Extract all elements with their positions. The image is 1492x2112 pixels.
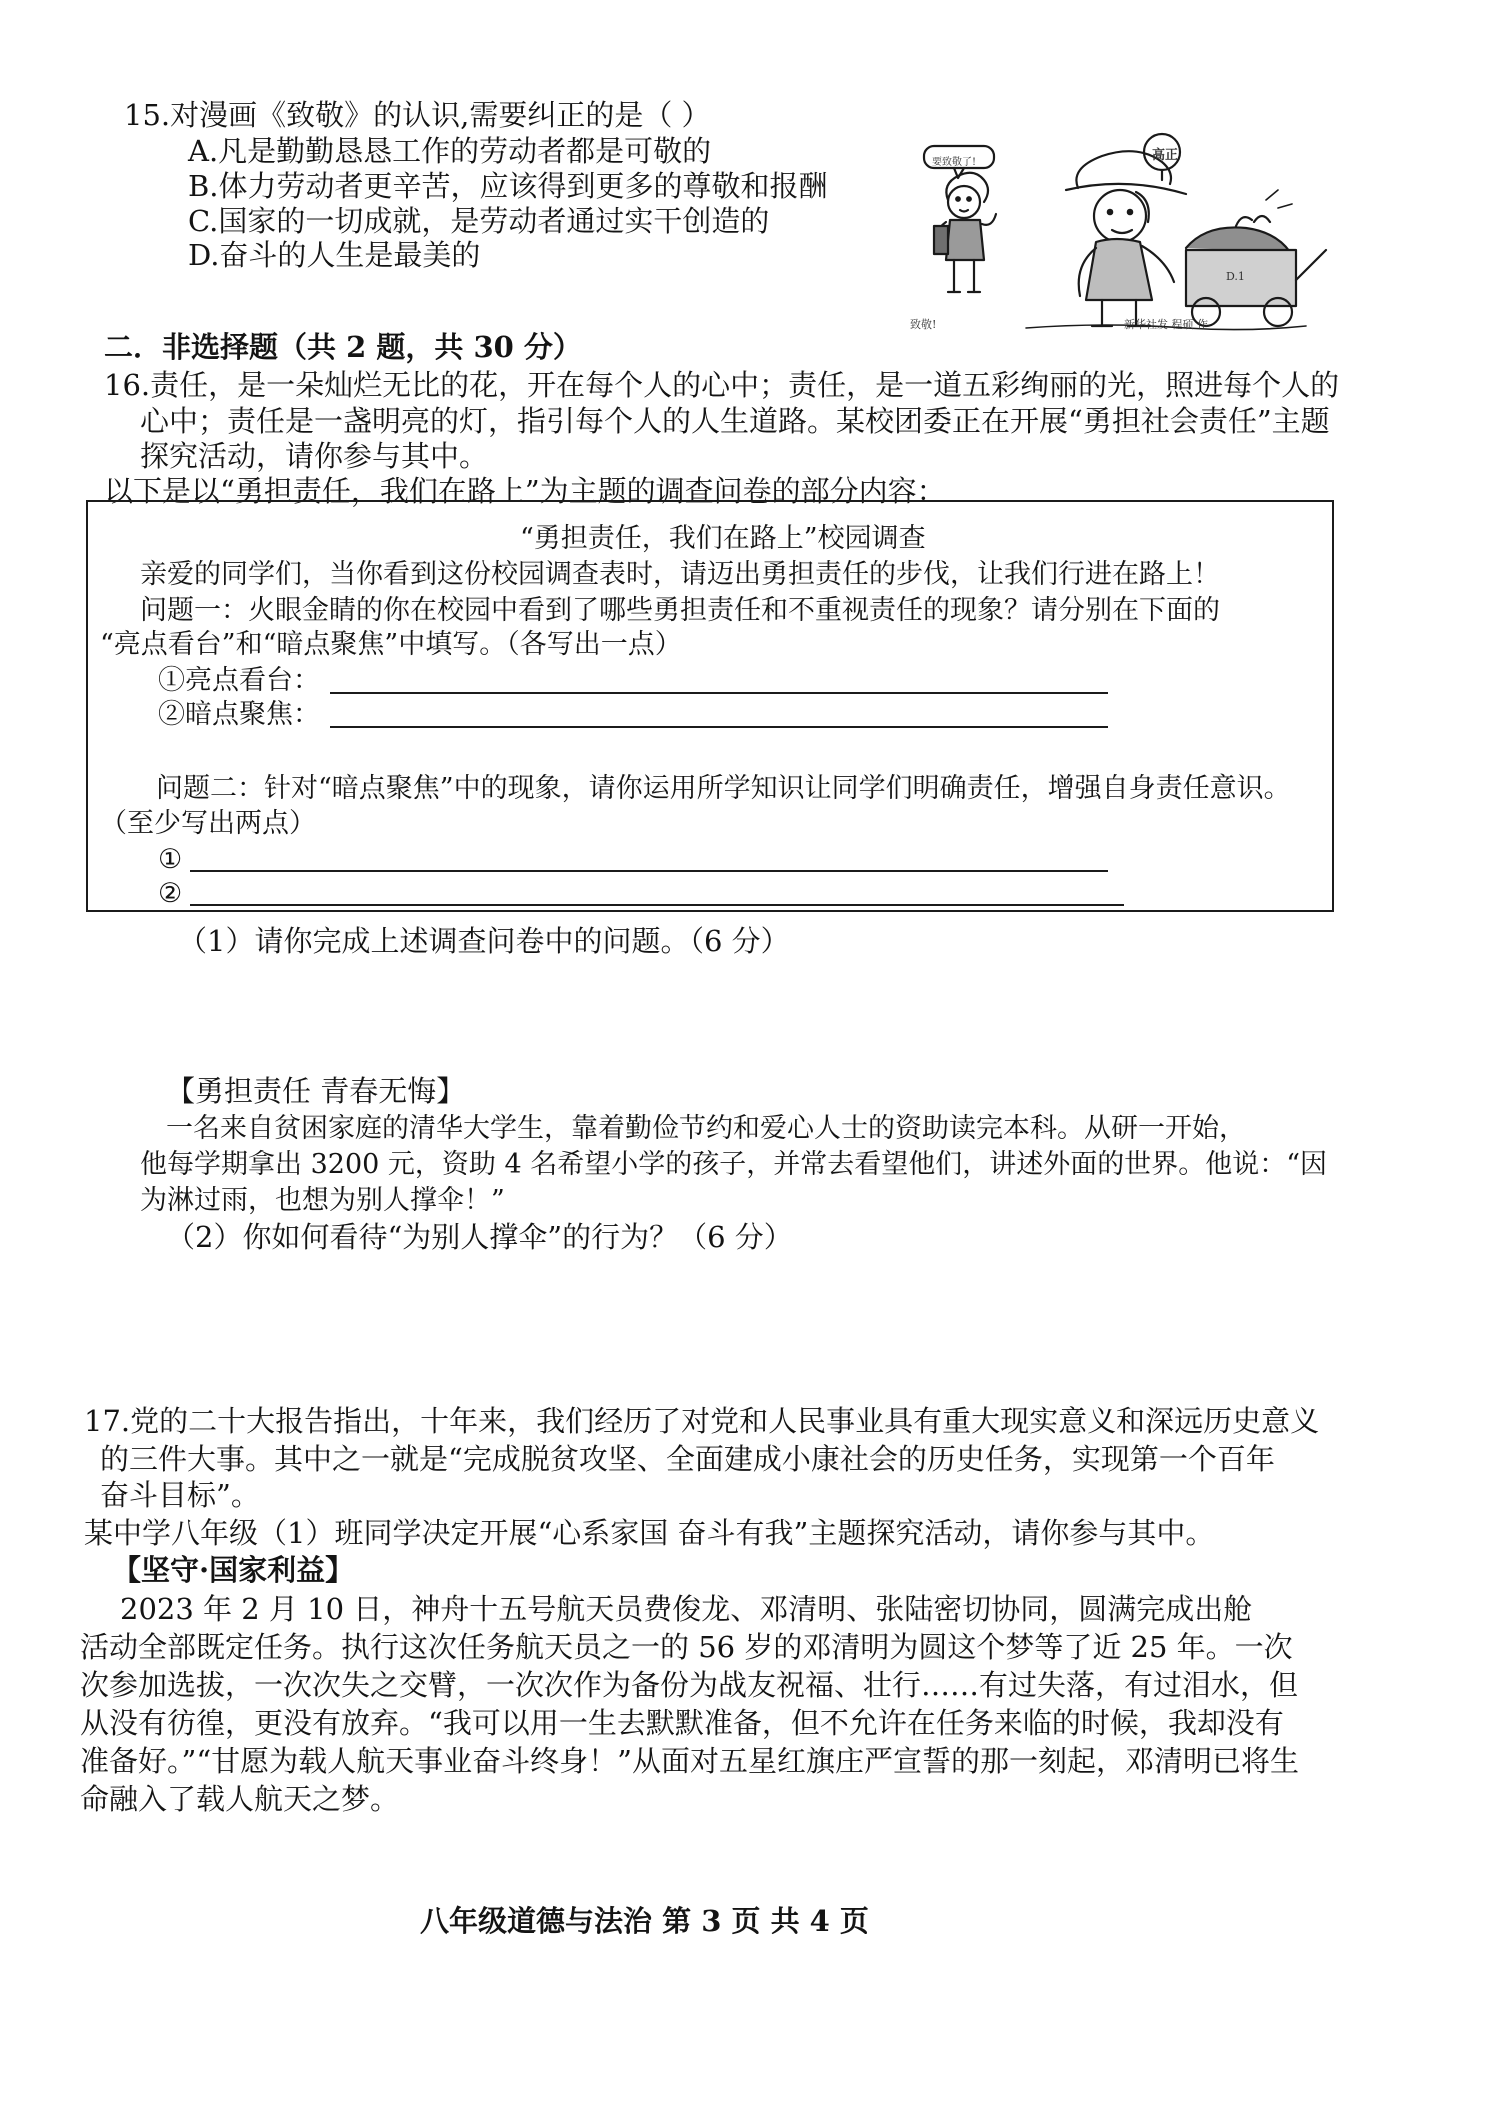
answer-blank-dark-spot[interactable] — [330, 726, 1108, 728]
q16-intro-line-3: 探究活动，请你参与其中。 — [140, 439, 489, 473]
q17-material-line-4: 从没有彷徨，更没有放弃。“我可以用一生去默默准备，但不允许在任务来临的时候，我却没有 — [80, 1706, 1284, 1740]
survey-q1-item-2-label: ②暗点聚焦： — [158, 699, 320, 730]
q17-material-line-2: 活动全部既定任务。执行这次任务航天员之一的 56 岁的邓清明为圆这个梦等了近 25 年。一次 — [80, 1630, 1293, 1664]
q15-option-d: D.奋斗的人生是最美的 — [188, 238, 481, 272]
survey-greeting: 亲爱的同学们，当你看到这份校园调查表时，请迈出勇担责任的步伐，让我们行进在路上！ — [140, 559, 1220, 590]
q16-sub-question-2: （2）你如何看待“为别人撑伞”的行为？（6 分） — [166, 1220, 793, 1254]
q17-material-line-3: 次参加选拔，一次次失之交臂，一次次作为备份为战友祝福、壮行……有过失落，有过泪水，但 — [80, 1668, 1299, 1702]
q17-material-line-6: 命融入了载人航天之梦。 — [80, 1782, 400, 1816]
q15-option-b: B.体力劳动者更辛苦，应该得到更多的尊敬和报酬 — [188, 169, 828, 203]
q17-intro-line-3: 奋斗目标”。 — [100, 1478, 260, 1512]
cartoon-cart-text: D.1 — [1226, 270, 1245, 283]
q16-survey-lead: 以下是以“勇担责任，我们在路上”为主题的调查问卷的部分内容： — [104, 474, 946, 508]
answer-blank-q2-2[interactable] — [190, 904, 1124, 906]
cartoon-speech-text: 要致敬了! — [932, 157, 977, 168]
q17-material-line-1: 2023 年 2 月 10 日，神舟十五号航天员费俊龙、邓清明、张陆密切协同，圆满完成出舱 — [120, 1592, 1253, 1626]
answer-blank-highlight[interactable] — [330, 692, 1108, 694]
section-heading: 二．非选择题（共 2 题，共 30 分） — [104, 330, 582, 364]
q16-intro-line-2: 心中；责任是一盏明亮的灯，指引每个人的人生道路。某校团委正在开展“勇担社会责任”主题 — [140, 404, 1330, 438]
q16-intro-line-1: 16.责任，是一朵灿烂无比的花，开在每个人的心中；责任，是一道五彩绚丽的光，照进每个人的 — [104, 368, 1340, 402]
q16-material-line-1: 一名来自贫困家庭的清华大学生，靠着勤俭节约和爱心人士的资助读完本科。从研一开始， — [166, 1113, 1246, 1144]
survey-q2-item-1-label: ① — [158, 844, 183, 875]
q16-sub-question-1: （1）请你完成上述调查问卷中的问题。（6 分） — [178, 924, 790, 958]
survey-q2-line-2: （至少写出两点） — [100, 808, 316, 839]
q16-material-line-2: 他每学期拿出 3200 元，资助 4 名希望小学的孩子，并常去看望他们，讲述外面的世界。他说：“因 — [140, 1149, 1328, 1180]
child-figure — [934, 173, 996, 292]
survey-title: “勇担责任，我们在路上”校园调查 — [520, 523, 926, 554]
q16-material-title: 【勇担责任 青春无悔】 — [166, 1074, 466, 1108]
q17-intro-line-2: 的三件大事。其中之一就是“完成脱贫攻坚、全面建成小康社会的历史任务，实现第一个百年 — [100, 1442, 1275, 1476]
q16-material-line-3: 为淋过雨，也想为别人撑伞！” — [140, 1185, 505, 1216]
q17-material-title: 【坚守·国家利益】 — [112, 1553, 355, 1587]
q17-intro-line-1: 17.党的二十大报告指出，十年来，我们经历了对党和人民事业具有重大现实意义和深远历史意义 — [84, 1404, 1320, 1438]
q17-activity: 某中学八年级（1）班同学决定开展“心系家国 奋斗有我”主题探究活动，请你参与其中。 — [84, 1516, 1215, 1550]
q15-stem: 15.对漫画《致敬》的认识,需要纠正的是（ ） — [124, 98, 711, 132]
q15-option-a: A.凡是勤勤恳恳工作的劳动者都是可敬的 — [188, 134, 712, 168]
q15-option-c: C.国家的一切成就，是劳动者通过实干创造的 — [188, 204, 770, 238]
page-footer: 八年级道德与法治 第 3 页 共 4 页 — [420, 1904, 869, 1938]
answer-blank-q2-1[interactable] — [190, 870, 1108, 872]
worker-figure — [1066, 151, 1186, 326]
survey-q1-line-1: 问题一：火眼金睛的你在校园中看到了哪些勇担责任和不重视责任的现象？请分别在下面的 — [140, 595, 1220, 626]
cartoon-sign-text: 高正 — [1152, 148, 1179, 163]
survey-q1-item-1-label: ①亮点看台： — [158, 665, 320, 696]
survey-q2-line-1: 问题二：针对“暗点聚焦”中的现象，请你运用所学知识让同学们明确责任，增强自身责任意识。 — [156, 773, 1291, 804]
cart — [1186, 216, 1326, 326]
survey-q1-line-2: “亮点看台”和“暗点聚焦”中填写。（各写出一点） — [100, 629, 682, 660]
q17-material-line-5: 准备好。”“甘愿为载人航天事业奋斗终身！”从面对五星红旗庄严宣誓的那一刻起，邓清明已将生 — [80, 1744, 1299, 1778]
cartoon-caption-left: 致敬! — [910, 318, 937, 331]
survey-q2-item-2-label: ② — [158, 878, 183, 909]
cartoon-caption-right: 新华社发 程硕 作 — [1124, 318, 1208, 331]
